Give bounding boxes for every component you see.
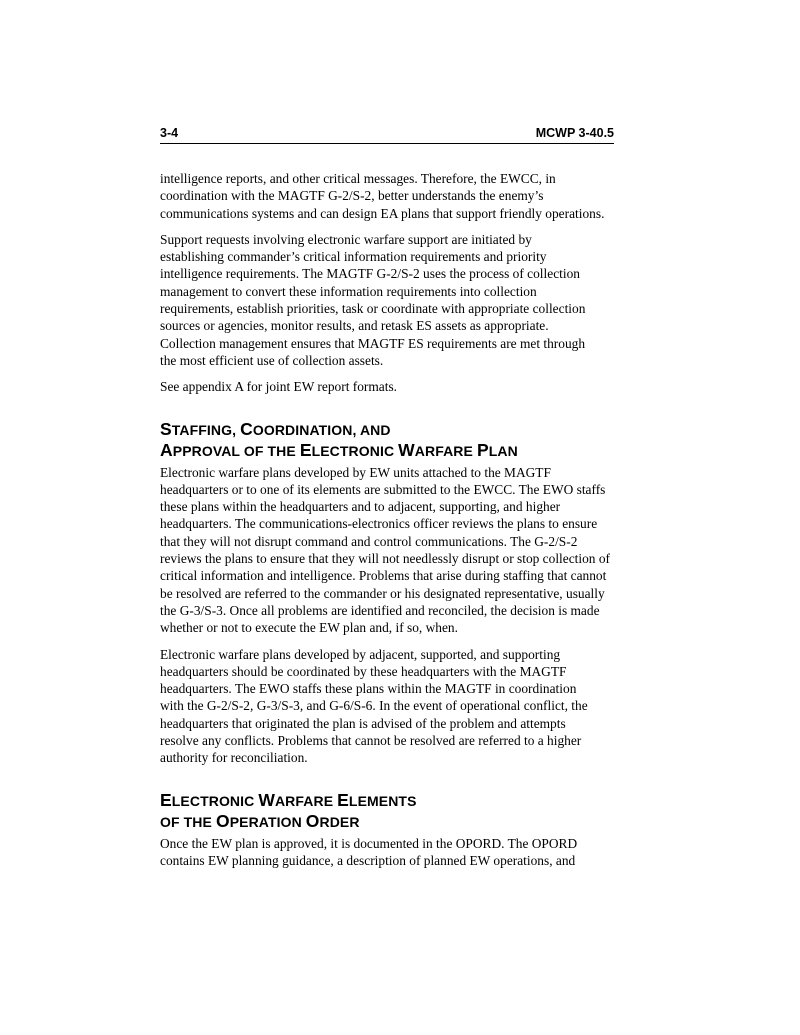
paragraph-line: Once the EW plan is approved, it is documented in the OPORD. The OPORD (160, 835, 578, 851)
section-ew-elements-paragraphs (160, 835, 620, 870)
publication-id: MCWP 3-40.5 (535, 126, 614, 140)
paragraph-line: that they will not disrupt command and control communications. The G-2/S-2 (160, 533, 578, 549)
paragraph-line: be resolved are referred to the commander or his designated representative, usually (160, 585, 605, 601)
paragraph-line: sources or agencies, monitor results, and retask ES assets as appropriate. (160, 318, 549, 334)
paragraph-line: management to convert these information requirements into collection (160, 283, 537, 299)
paragraph-line: headquarters that originated the plan is advised of the problem and attempts (160, 715, 566, 731)
paragraph-line: headquarters or to one of its elements are submitted to the EWCC. The EWO staffs (160, 481, 606, 497)
intro-paragraphs (160, 170, 620, 396)
paragraph-line: Collection management ensures that MAGTF ES requirements are met through (160, 335, 586, 351)
body-paragraph (160, 646, 620, 767)
heading-line: OF THE OPERATION ORDER (160, 810, 360, 831)
paragraph-line: the most efficient use of collection assets. (160, 352, 384, 368)
paragraph-line: requirements, establish priorities, task or coordinate with appropriate collection (160, 301, 586, 317)
paragraph-line: establishing commander’s critical information requirements and priority (160, 249, 547, 265)
paragraph-line: reviews the plans to ensure that they will not needlessly disrupt or stop collection of (160, 551, 610, 567)
paragraph-line: these plans within the headquarters and to adjacent, supporting, and higher (160, 499, 561, 515)
paragraph-line: intelligence reports, and other critical messages. Therefore, the EWCC, in (160, 171, 556, 186)
paragraph-line: critical information and intelligence. Problems that arise during staffing that cannot (160, 568, 607, 584)
running-header (160, 126, 614, 144)
heading-line: ELECTRONIC WARFARE ELEMENTS (160, 789, 417, 810)
page-body (160, 170, 620, 878)
paragraph-line: Electronic warfare plans developed by EW units attached to the MAGTF (160, 464, 551, 480)
body-paragraph (160, 464, 620, 637)
paragraph-line: intelligence requirements. The MAGTF G-2/S-2 uses the process of collection (160, 266, 580, 282)
body-paragraph (160, 835, 620, 870)
paragraph-line: Support requests involving electronic warfare support are initiated by (160, 231, 532, 247)
heading-line: STAFFING, COORDINATION, AND (160, 418, 391, 439)
paragraph-line: headquarters should be coordinated by these headquarters with the MAGTF (160, 663, 567, 679)
paragraph-line: with the G-2/S-2, G-3/S-3, and G-6/S-6. In the event of operational conflict, the (160, 698, 588, 714)
paragraph-line: Electronic warfare plans developed by adjacent, supported, and supporting (160, 646, 561, 662)
paragraph-line: headquarters. The EWO staffs these plans within the MAGTF in coordination (160, 681, 577, 697)
paragraph-line: resolve any conflicts. Problems that cannot be resolved are referred to a higher (160, 733, 582, 749)
paragraph-line: See appendix A for joint EW report formats. (160, 379, 398, 395)
header-rule (160, 143, 614, 144)
paragraph-line: whether or not to execute the EW plan and, if so, when. (160, 620, 458, 636)
paragraph-line: headquarters. The communications-electronics officer reviews the plans to ensure (160, 516, 598, 532)
section-heading-staffing (160, 419, 620, 461)
paragraph-line: communications systems and can design EA plans that support friendly operations. (160, 205, 605, 221)
paragraph-line: the G-3/S-3. Once all problems are identified and reconciled, the decision is made (160, 602, 600, 618)
body-paragraph (160, 231, 620, 369)
body-paragraph (160, 170, 620, 222)
section-heading-ew-elements (160, 790, 620, 832)
section-staffing-paragraphs (160, 464, 620, 767)
body-paragraph (160, 378, 620, 395)
paragraph-line: contains EW planning guidance, a description of planned EW operations, and (160, 852, 576, 868)
page-number: 3-4 (160, 126, 179, 140)
heading-line: APPROVAL OF THE ELECTRONIC WARFARE PLAN (160, 439, 518, 460)
paragraph-line: coordination with the MAGTF G-2/S-2, better understands the enemy’s (160, 188, 544, 204)
paragraph-line: authority for reconciliation. (160, 750, 308, 766)
